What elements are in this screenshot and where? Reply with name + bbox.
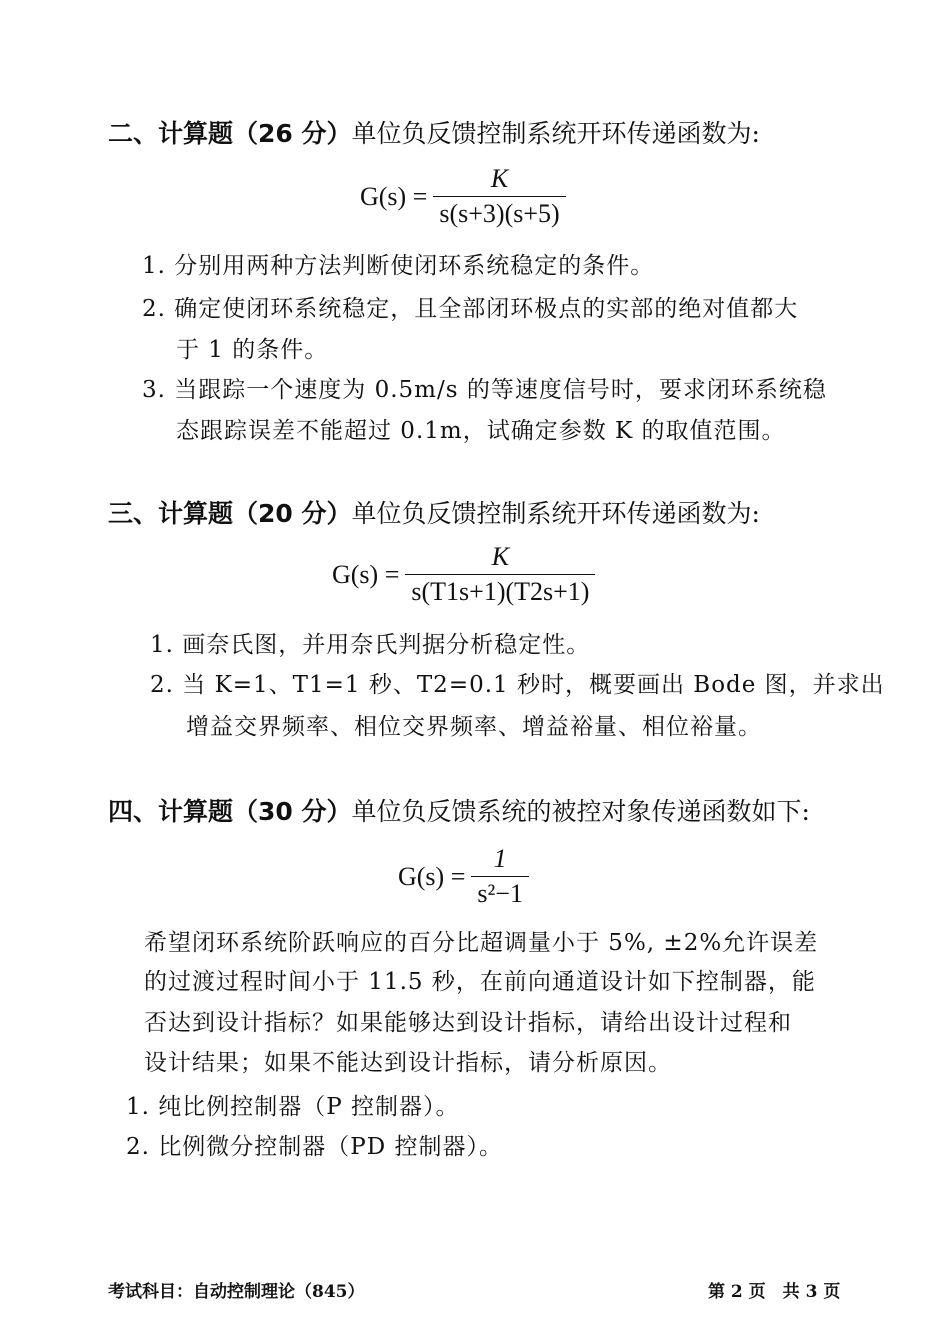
section4-item-1: 1. 纯比例控制器（P 控制器）。 [126,1094,460,1120]
section2-item-2-cont: 于 1 的条件。 [176,337,329,363]
formula-denominator: s(s+3)(s+5) [433,196,565,229]
footer-subject [108,1277,365,1302]
section3-heading-rest: 单位负反馈控制系统开环传递函数为: [351,499,760,528]
footer-subject-text: 考试科目：自动控制理论（845） [108,1282,365,1302]
formula-numerator: K [490,164,509,193]
section2-heading-rest: 单位负反馈控制系统开环传递函数为: [351,119,760,148]
section4-paragraph-line-3: 否达到设计指标？如果能够达到设计指标，请给出设计过程和 [144,1010,792,1036]
formula-lhs: G(s) = [332,559,400,589]
formula-numerator: 1 [493,844,507,873]
formula-denominator: s(T1s+1)(T2s+1) [405,574,595,607]
section4-heading-rest: 单位负反馈系统的被控对象传递函数如下: [351,797,810,826]
section4-heading [108,792,810,828]
section3-item-2: 2. 当 K=1、T1=1 秒、T2=0.1 秒时，概要画出 Bode 图，并求出 [150,672,885,698]
formula-lhs: G(s) = [398,861,466,891]
section4-paragraph-line-1: 希望闭环系统阶跃响应的百分比超调量小于 5%, ±2%允许误差 [144,930,819,956]
footer-page [708,1277,840,1302]
section2-item-3: 3. 当跟踪一个速度为 0.5m/s 的等速度信号时，要求闭环系统稳 [142,377,827,403]
section2-item-3-cont: 态跟踪误差不能超过 0.1m，试确定参数 K 的取值范围。 [176,418,786,444]
formula-lhs: G(s) = [360,181,428,211]
formula-denominator: s²−1 [471,876,529,909]
section3-heading [108,494,760,530]
formula-numerator: K [491,542,510,571]
section2-heading-prefix: 二、计算题（26 分） [108,119,352,148]
section4-formula [398,844,529,909]
section4-paragraph-line-2: 的过渡过程时间小于 11.5 秒，在前向通道设计如下控制器，能 [144,969,816,995]
section3-item-1: 1. 画奈氏图，并用奈氏判据分析稳定性。 [150,632,591,658]
section2-item-1: 1. 分别用两种方法判断使闭环系统稳定的条件。 [142,253,655,279]
section4-paragraph-line-4: 设计结果；如果不能达到设计指标，请分析原因。 [144,1050,672,1076]
section2-heading [108,114,760,150]
section3-formula [332,542,595,607]
footer-page-text: 第 2 页 共 3 页 [708,1282,841,1302]
section2-formula [360,164,566,229]
section3-item-2-cont: 增益交界频率、相位交界频率、增益裕量、相位裕量。 [186,714,762,740]
section4-item-2: 2. 比例微分控制器（PD 控制器）。 [126,1134,503,1160]
section3-heading-prefix: 三、计算题（20 分） [108,499,352,528]
section4-heading-prefix: 四、计算题（30 分） [108,797,352,826]
section2-item-2: 2. 确定使闭环系统稳定，且全部闭环极点的实部的绝对值都大 [142,296,799,322]
